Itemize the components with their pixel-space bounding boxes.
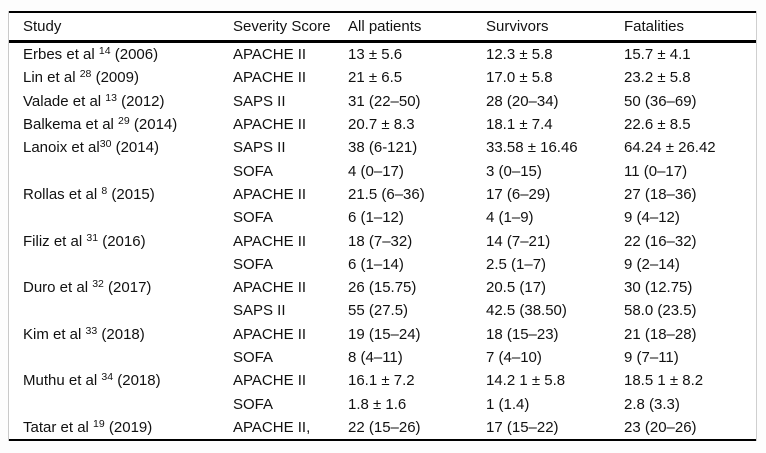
- study-cell: [9, 113, 233, 136]
- table-row: [9, 42, 756, 67]
- study-reference-superscript: 32: [92, 278, 104, 291]
- study-cell: [9, 90, 233, 113]
- study-cell: [9, 159, 233, 182]
- study-cell: [9, 136, 233, 159]
- all-patients-cell: 38 (6-121): [348, 139, 418, 157]
- table-row: [9, 346, 756, 369]
- study-reference-superscript: 28: [79, 68, 92, 81]
- survivors-cell: 33.58 ± 16.46: [486, 139, 578, 157]
- study-cell: [9, 416, 233, 440]
- study-cell: [9, 346, 233, 369]
- severity-score-cell: SOFA: [233, 162, 274, 180]
- fatalities-cell: 64.24 ± 26.42: [624, 139, 716, 157]
- fatalities-cell: 21 (18–28): [624, 325, 697, 343]
- table-row: [9, 66, 756, 89]
- all-patients-cell: 20.7 ± 8.3: [348, 116, 415, 134]
- all-patients-cell: 6 (1–12): [348, 209, 404, 227]
- severity-score-cell: APACHE II: [233, 325, 307, 343]
- severity-score-cell: APACHE II: [233, 185, 307, 203]
- study-year: (2014): [129, 116, 178, 134]
- survivors-cell: 4 (1–9): [486, 209, 534, 227]
- study-reference-superscript: 8: [101, 184, 108, 197]
- study-reference-superscript: 30: [99, 138, 112, 151]
- study-name: Lanoix et al: [23, 139, 100, 157]
- study-name: Muthu et al: [23, 372, 102, 390]
- study-name: Erbes et al: [23, 46, 99, 64]
- study-name: Filiz et al: [23, 232, 87, 250]
- survivors-cell: 17 (15–22): [486, 418, 559, 436]
- study-year: (2019): [104, 418, 153, 436]
- study-year: (2018): [113, 372, 161, 390]
- severity-score-cell: APACHE II: [233, 46, 307, 64]
- study-name: Rollas et al: [23, 185, 102, 203]
- column-header-all-patients: All patients: [348, 12, 486, 42]
- fatalities-cell: 22 (16–32): [624, 232, 697, 250]
- severity-score-cell: APACHE II: [233, 232, 307, 250]
- severity-score-cell: SOFA: [233, 349, 274, 366]
- study-cell: [9, 299, 233, 322]
- fatalities-cell: 22.6 ± 8.5: [624, 116, 691, 134]
- study-year: (2017): [103, 279, 152, 297]
- fatalities-cell: 11 (0–17): [624, 162, 688, 180]
- study-reference-superscript: 34: [101, 371, 114, 384]
- column-header-survivors: Survivors: [486, 12, 624, 42]
- fatalities-cell: 50 (36–69): [624, 92, 697, 110]
- severity-scores-table: [9, 11, 756, 441]
- column-header-severity-score: Severity Score: [233, 12, 348, 42]
- severity-score-cell: APACHE II: [233, 372, 307, 390]
- all-patients-cell: 18 (7–32): [348, 232, 413, 250]
- all-patients-cell: 21 ± 6.5: [348, 69, 403, 87]
- fatalities-cell: 9 (2–14): [624, 255, 680, 273]
- table-row: [9, 276, 756, 299]
- table-header: [9, 12, 756, 42]
- survivors-cell: 2.5 (1–7): [486, 255, 547, 273]
- fatalities-cell: 30 (12.75): [624, 279, 693, 297]
- paper-table-container: [8, 11, 757, 441]
- fatalities-cell: 23.2 ± 5.8: [624, 69, 691, 87]
- all-patients-cell: 22 (15–26): [348, 418, 421, 436]
- table-row: [9, 299, 756, 322]
- all-patients-cell: 31 (22–50): [348, 92, 421, 110]
- table-row: [9, 136, 756, 159]
- table-row: [9, 183, 756, 206]
- study-name: Duro et al: [23, 279, 93, 297]
- study-cell: [9, 183, 233, 206]
- survivors-cell: 42.5 (38.50): [486, 302, 567, 320]
- all-patients-cell: 26 (15.75): [348, 279, 417, 297]
- table-row: [9, 159, 756, 182]
- severity-score-cell: SAPS II: [233, 139, 286, 157]
- study-year: (2015): [107, 185, 155, 203]
- table-row: [9, 206, 756, 229]
- table-row: [9, 323, 756, 346]
- survivors-cell: 28 (20–34): [486, 92, 559, 110]
- survivors-cell: 17 (6–29): [486, 185, 551, 203]
- severity-score-cell: APACHE II: [233, 69, 307, 87]
- study-year: (2016): [98, 232, 146, 250]
- column-header-fatalities: Fatalities: [624, 12, 756, 42]
- study-year: (2012): [116, 92, 165, 110]
- table-body: [9, 42, 756, 441]
- study-year: (2006): [110, 46, 159, 64]
- survivors-cell: 7 (4–10): [486, 349, 542, 366]
- header-row: [9, 12, 756, 42]
- study-cell: [9, 323, 233, 346]
- all-patients-cell: 13 ± 5.6: [348, 46, 403, 64]
- table-row: [9, 392, 756, 415]
- survivors-cell: 3 (0–15): [486, 162, 542, 180]
- study-reference-superscript: 29: [118, 115, 130, 128]
- fatalities-cell: 27 (18–36): [624, 185, 697, 203]
- table-row: [9, 229, 756, 252]
- severity-score-cell: APACHE II,: [233, 418, 311, 436]
- study-cell: [9, 276, 233, 299]
- fatalities-cell: 15.7 ± 4.1: [624, 46, 691, 64]
- study-cell: [9, 42, 233, 67]
- study-cell: [9, 369, 233, 392]
- study-cell: [9, 66, 233, 89]
- survivors-cell: 17.0 ± 5.8: [486, 69, 553, 87]
- table-row: [9, 90, 756, 113]
- study-name: Valade et al: [23, 92, 106, 110]
- severity-score-cell: SOFA: [233, 255, 274, 273]
- study-cell: [9, 253, 233, 276]
- table-row: [9, 369, 756, 392]
- fatalities-cell: 23 (20–26): [624, 418, 697, 436]
- study-reference-superscript: 33: [85, 324, 98, 337]
- study-cell: [9, 206, 233, 229]
- survivors-cell: 12.3 ± 5.8: [486, 46, 553, 64]
- study-year: (2018): [97, 325, 145, 343]
- study-reference-superscript: 19: [93, 417, 105, 430]
- table-row: [9, 416, 756, 440]
- fatalities-cell: 9 (7–11): [624, 349, 679, 366]
- survivors-cell: 18.1 ± 7.4: [486, 116, 553, 134]
- survivors-cell: 20.5 (17): [486, 279, 547, 297]
- study-name: Balkema et al: [23, 116, 119, 134]
- all-patients-cell: 16.1 ± 7.2: [348, 372, 415, 390]
- study-name: Lin et al: [23, 69, 80, 87]
- severity-score-cell: SOFA: [233, 395, 274, 413]
- all-patients-cell: 1.8 ± 1.6: [348, 395, 407, 413]
- fatalities-cell: 2.8 (3.3): [624, 395, 680, 413]
- severity-score-cell: APACHE II: [233, 279, 307, 297]
- severity-score-cell: SOFA: [233, 209, 274, 227]
- all-patients-cell: 21.5 (6–36): [348, 185, 425, 203]
- all-patients-cell: 6 (1–14): [348, 255, 404, 273]
- study-reference-superscript: 13: [105, 91, 117, 104]
- table-row: [9, 253, 756, 276]
- study-year: (2009): [91, 69, 139, 87]
- study-reference-superscript: 14: [98, 45, 111, 58]
- all-patients-cell: 19 (15–24): [348, 325, 421, 343]
- all-patients-cell: 8 (4–11): [348, 349, 403, 366]
- severity-score-cell: SAPS II: [233, 302, 286, 320]
- survivors-cell: 18 (15–23): [486, 325, 559, 343]
- study-name: Kim et al: [23, 325, 86, 343]
- all-patients-cell: 4 (0–17): [348, 162, 404, 180]
- study-name: Tatar et al: [23, 418, 94, 436]
- table-row: [9, 113, 756, 136]
- survivors-cell: 14 (7–21): [486, 232, 551, 250]
- fatalities-cell: 58.0 (23.5): [624, 302, 697, 320]
- all-patients-cell: 55 (27.5): [348, 302, 409, 320]
- fatalities-cell: 18.5 1 ± 8.2: [624, 372, 704, 390]
- fatalities-cell: 9 (4–12): [624, 209, 680, 227]
- column-header-study: Study: [9, 12, 233, 42]
- study-cell: [9, 229, 233, 252]
- survivors-cell: 1 (1.4): [486, 395, 530, 413]
- survivors-cell: 14.2 1 ± 5.8: [486, 372, 566, 390]
- study-reference-superscript: 31: [86, 231, 99, 244]
- severity-score-cell: SAPS II: [233, 92, 286, 110]
- study-year: (2014): [111, 139, 159, 157]
- study-cell: [9, 392, 233, 415]
- severity-score-cell: APACHE II: [233, 116, 307, 134]
